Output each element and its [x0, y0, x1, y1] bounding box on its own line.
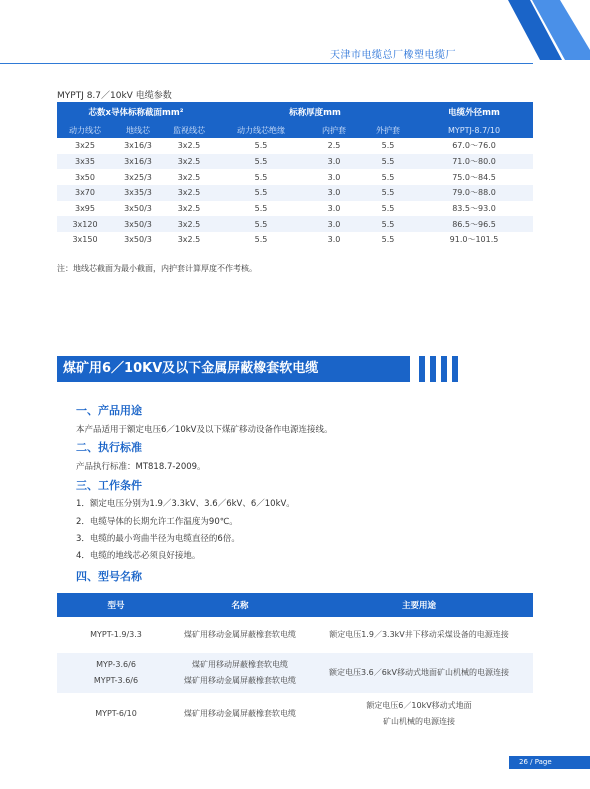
table-cell: 3x70	[57, 185, 113, 201]
table-cell: 3x50/3	[124, 204, 152, 214]
table-cell: 3x35	[57, 154, 113, 170]
table-row	[57, 216, 533, 232]
table-row	[57, 617, 533, 653]
table-cell: 3.0	[327, 235, 341, 245]
cell-line: MYPT-1.9/3.3	[90, 630, 142, 639]
condition-item: 3．电缆的最小弯曲半径为电缆直径的6倍。	[76, 534, 240, 544]
table-cell: 3x25/3	[124, 172, 152, 182]
table-cell: 91.0～101.5	[449, 235, 499, 245]
table-cell: 5.5	[254, 204, 268, 214]
models-cell-usage	[305, 653, 533, 693]
table-cell: 5.5	[215, 154, 307, 170]
models-table	[57, 593, 533, 735]
table-cell: 5.5	[381, 141, 395, 151]
table-cell: 3x50/3	[124, 235, 152, 245]
models-cell-name	[175, 617, 305, 653]
cell-line: 矿山机械的电源连接	[383, 717, 455, 726]
table-cell: 75.0～84.5	[452, 172, 496, 182]
models-cell-model	[57, 617, 175, 653]
table-row	[57, 169, 533, 185]
condition-item: 2．电缆导体的长期允许工作温度为90℃。	[76, 517, 238, 527]
cell-line: MYPT-3.6/6	[93, 676, 139, 685]
table-row	[57, 232, 533, 248]
table-cell: 3.0	[307, 154, 361, 170]
heading-standard: 二、执行标准	[76, 441, 142, 454]
cell-line: 煤矿用移动金属屏蔽橡套软电缆	[184, 676, 296, 685]
sub-header-cell: 内护套	[307, 122, 361, 138]
table-cell: 3x2.5	[163, 154, 215, 170]
table-cell: 3x2.5	[163, 185, 215, 201]
table-cell: 5.5	[215, 216, 307, 232]
cell-line: 额定电压6／10kV移动式地面	[366, 701, 472, 710]
table-cell: 3x50/3	[113, 216, 163, 232]
table-cell: 3x95	[74, 204, 95, 214]
table-cell: 3x150	[72, 235, 98, 245]
table-cell: 5.5	[254, 235, 268, 245]
table-cell: 3x50	[74, 172, 95, 182]
standard-text: 产品执行标准：MT818.7-2009。	[76, 462, 206, 472]
table-cell: 83.5～93.0	[452, 204, 496, 214]
group-header-diameter: 电缆外径mm	[415, 102, 533, 122]
models-header-model: 型号	[57, 593, 175, 617]
cell-line: 煤矿用移动金属屏蔽橡套软电缆	[184, 709, 296, 718]
cell-line: 额定电压3.6／6kV移动式地面矿山机械的电源连接	[329, 668, 509, 677]
sub-header-cell: 动力线芯	[57, 122, 113, 138]
table-cell: 2.5	[327, 141, 341, 151]
table-cell: 79.0～88.0	[415, 185, 533, 201]
table-cell: 3x16/3	[124, 141, 152, 151]
cell-line: MYP-3.6/6	[96, 660, 136, 669]
heading-conditions: 三、工作条件	[76, 479, 142, 492]
heading-models: 四、型号名称	[76, 570, 142, 583]
group-header-thickness: 标称厚度mm	[215, 102, 415, 122]
table-cell: 3x2.5	[177, 172, 201, 182]
table-cell: 5.5	[361, 216, 415, 232]
sub-header-cell: MYPTJ-8.7/10	[415, 122, 533, 138]
params-caption: MYPTJ 8.7／10kV 电缆参数	[57, 91, 172, 101]
page-number: 26 / Page	[509, 756, 590, 769]
cell-line: 煤矿用移动金属屏蔽橡套软电缆	[184, 630, 296, 639]
usage-text: 本产品适用于额定电压6／10kV及以下煤矿移动设备作电源连接线。	[76, 425, 333, 435]
section-title-banner: 煤矿用6／10KV及以下金属屏蔽橡套软电缆	[57, 356, 410, 382]
table-cell: 3x25	[74, 141, 95, 151]
table-cell: 5.5	[381, 172, 395, 182]
table-row	[57, 138, 533, 154]
params-table	[57, 102, 533, 248]
table-cell: 3x2.5	[177, 204, 201, 214]
models-cell-name	[175, 693, 305, 735]
table-cell: 3x120	[57, 216, 113, 232]
table-cell: 5.5	[361, 154, 415, 170]
models-cell-model	[57, 693, 175, 735]
sub-header-cell: 监视线芯	[163, 122, 215, 138]
table-cell: 71.0～80.0	[415, 154, 533, 170]
sub-header-cell: 地线芯	[113, 122, 163, 138]
table-row	[57, 154, 533, 170]
table-cell: 67.0～76.0	[452, 141, 496, 151]
table-cell: 3x16/3	[113, 154, 163, 170]
corner-decoration	[0, 0, 590, 60]
models-cell-usage	[305, 617, 533, 653]
cell-line: 额定电压1.9／3.3kV井下移动采煤设备的电源连接	[329, 630, 509, 639]
table-cell: 3x2.5	[177, 235, 201, 245]
models-cell-model	[57, 653, 175, 693]
table-cell: 5.5	[361, 185, 415, 201]
sub-header-cell: 动力线芯绝缘	[215, 122, 307, 138]
company-name: 天津市电缆总厂橡塑电缆厂	[330, 50, 456, 61]
heading-usage: 一、产品用途	[76, 404, 142, 417]
condition-item: 1．额定电压分别为1.9／3.3kV、3.6／6kV、6／10kV。	[76, 499, 295, 509]
table-cell: 3x2.5	[177, 141, 201, 151]
table-row	[57, 653, 533, 693]
condition-item: 4．电缆的地线芯必须良好接地。	[76, 551, 201, 561]
table-cell: 3.0	[307, 216, 361, 232]
table-cell: 3.0	[327, 204, 341, 214]
header-rule	[0, 63, 533, 64]
table-cell: 5.5	[215, 185, 307, 201]
table-cell: 86.5～96.5	[415, 216, 533, 232]
group-header-cores: 芯数x导体标称截面mm²	[57, 102, 215, 122]
table-cell: 3.0	[327, 172, 341, 182]
params-note: 注：地线芯截面为最小截面，内护套计算厚度不作考核。	[57, 264, 257, 273]
models-header-usage: 主要用途	[305, 593, 533, 617]
table-row	[57, 201, 533, 217]
table-cell: 5.5	[381, 235, 395, 245]
models-cell-name	[175, 653, 305, 693]
cell-line: MYPT-6/10	[95, 709, 137, 718]
models-header-name: 名称	[175, 593, 305, 617]
table-cell: 5.5	[381, 204, 395, 214]
table-cell: 3x35/3	[113, 185, 163, 201]
table-cell: 3.0	[307, 185, 361, 201]
table-cell: 5.5	[254, 141, 268, 151]
table-row	[57, 185, 533, 201]
table-cell: 5.5	[254, 172, 268, 182]
table-cell: 3x2.5	[163, 216, 215, 232]
sub-header-cell: 外护套	[361, 122, 415, 138]
models-cell-usage	[305, 693, 533, 735]
cell-line: 煤矿用移动屏蔽橡套软电缆	[192, 660, 288, 669]
table-row	[57, 693, 533, 735]
